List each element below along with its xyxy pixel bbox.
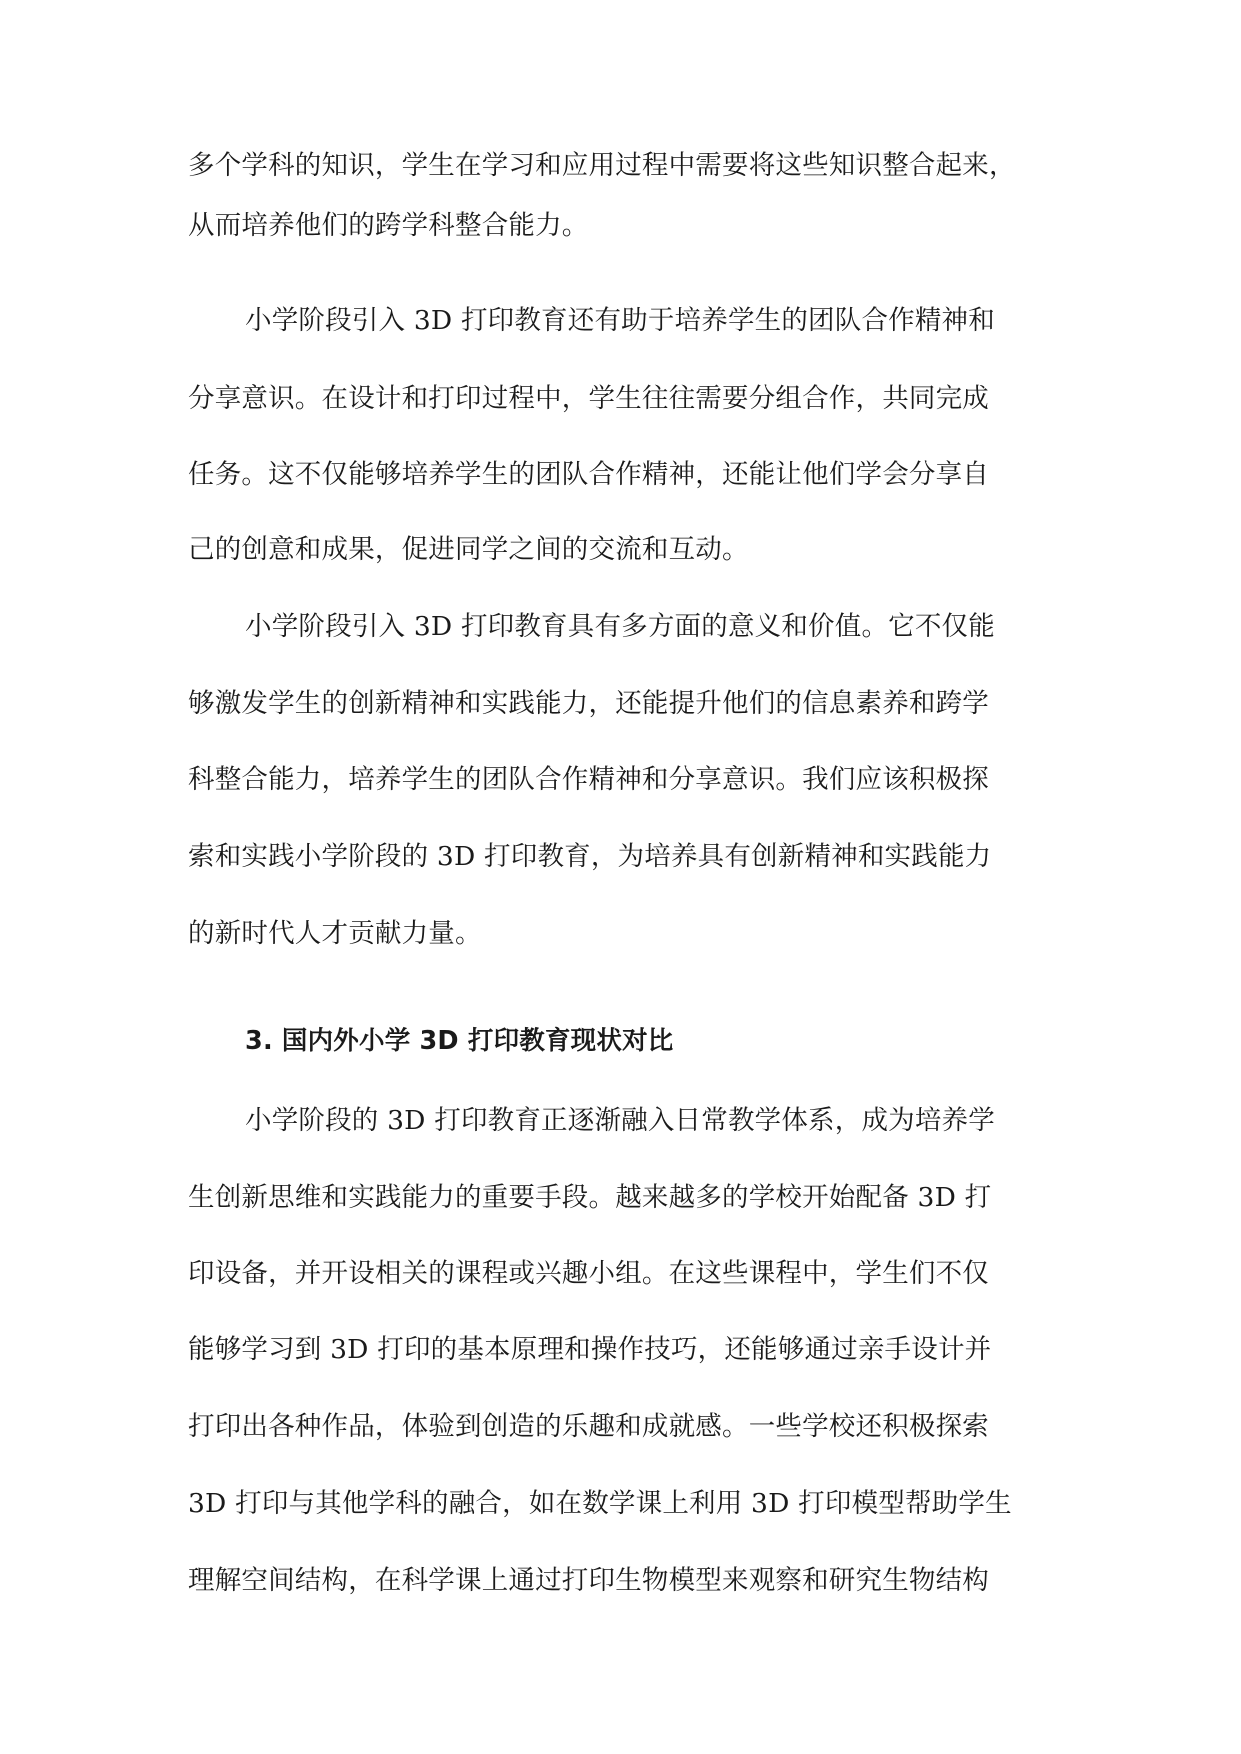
paragraph-first-line: 小学阶段的 3D 打印教育正逐渐融入日常教学体系，成为培养学	[245, 1105, 995, 1136]
paragraph-line: 任务。这不仅能够培养学生的团队合作精神，还能让他们学会分享自	[188, 459, 989, 490]
paragraph-line: 印设备，并开设相关的课程或兴趣小组。在这些课程中，学生们不仅	[188, 1258, 989, 1289]
section-heading: 3. 国内外小学 3D 打印教育现状对比	[245, 1026, 674, 1056]
paragraph-line: 科整合能力，培养学生的团队合作精神和分享意识。我们应该积极探	[188, 764, 989, 795]
paragraph-line: 的新时代人才贡献力量。	[188, 918, 482, 949]
paragraph-line: 从而培养他们的跨学科整合能力。	[188, 210, 589, 241]
paragraph-line: 够激发学生的创新精神和实践能力，还能提升他们的信息素养和跨学	[188, 688, 989, 719]
paragraph-line: 索和实践小学阶段的 3D 打印教育，为培养具有创新精神和实践能力	[188, 841, 992, 872]
paragraph-line: 打印出各种作品，体验到创造的乐趣和成就感。一些学校还积极探索	[188, 1411, 989, 1442]
paragraph-line: 多个学科的知识，学生在学习和应用过程中需要将这些知识整合起来，	[188, 150, 1016, 181]
paragraph-line: 能够学习到 3D 打印的基本原理和操作技巧，还能够通过亲手设计并	[188, 1334, 992, 1365]
paragraph-line: 生创新思维和实践能力的重要手段。越来越多的学校开始配备 3D 打	[188, 1182, 992, 1213]
paragraph-line: 理解空间结构，在科学课上通过打印生物模型来观察和研究生物结构	[188, 1565, 989, 1596]
paragraph-line: 3D 打印与其他学科的融合，如在数学课上利用 3D 打印模型帮助学生	[188, 1488, 1012, 1519]
paragraph-line: 己的创意和成果，促进同学之间的交流和互动。	[188, 534, 749, 565]
paragraph-first-line: 小学阶段引入 3D 打印教育还有助于培养学生的团队合作精神和	[245, 305, 995, 336]
paragraph-first-line: 小学阶段引入 3D 打印教育具有多方面的意义和价值。它不仅能	[245, 611, 995, 642]
paragraph-line: 分享意识。在设计和打印过程中，学生往往需要分组合作，共同完成	[188, 383, 989, 414]
